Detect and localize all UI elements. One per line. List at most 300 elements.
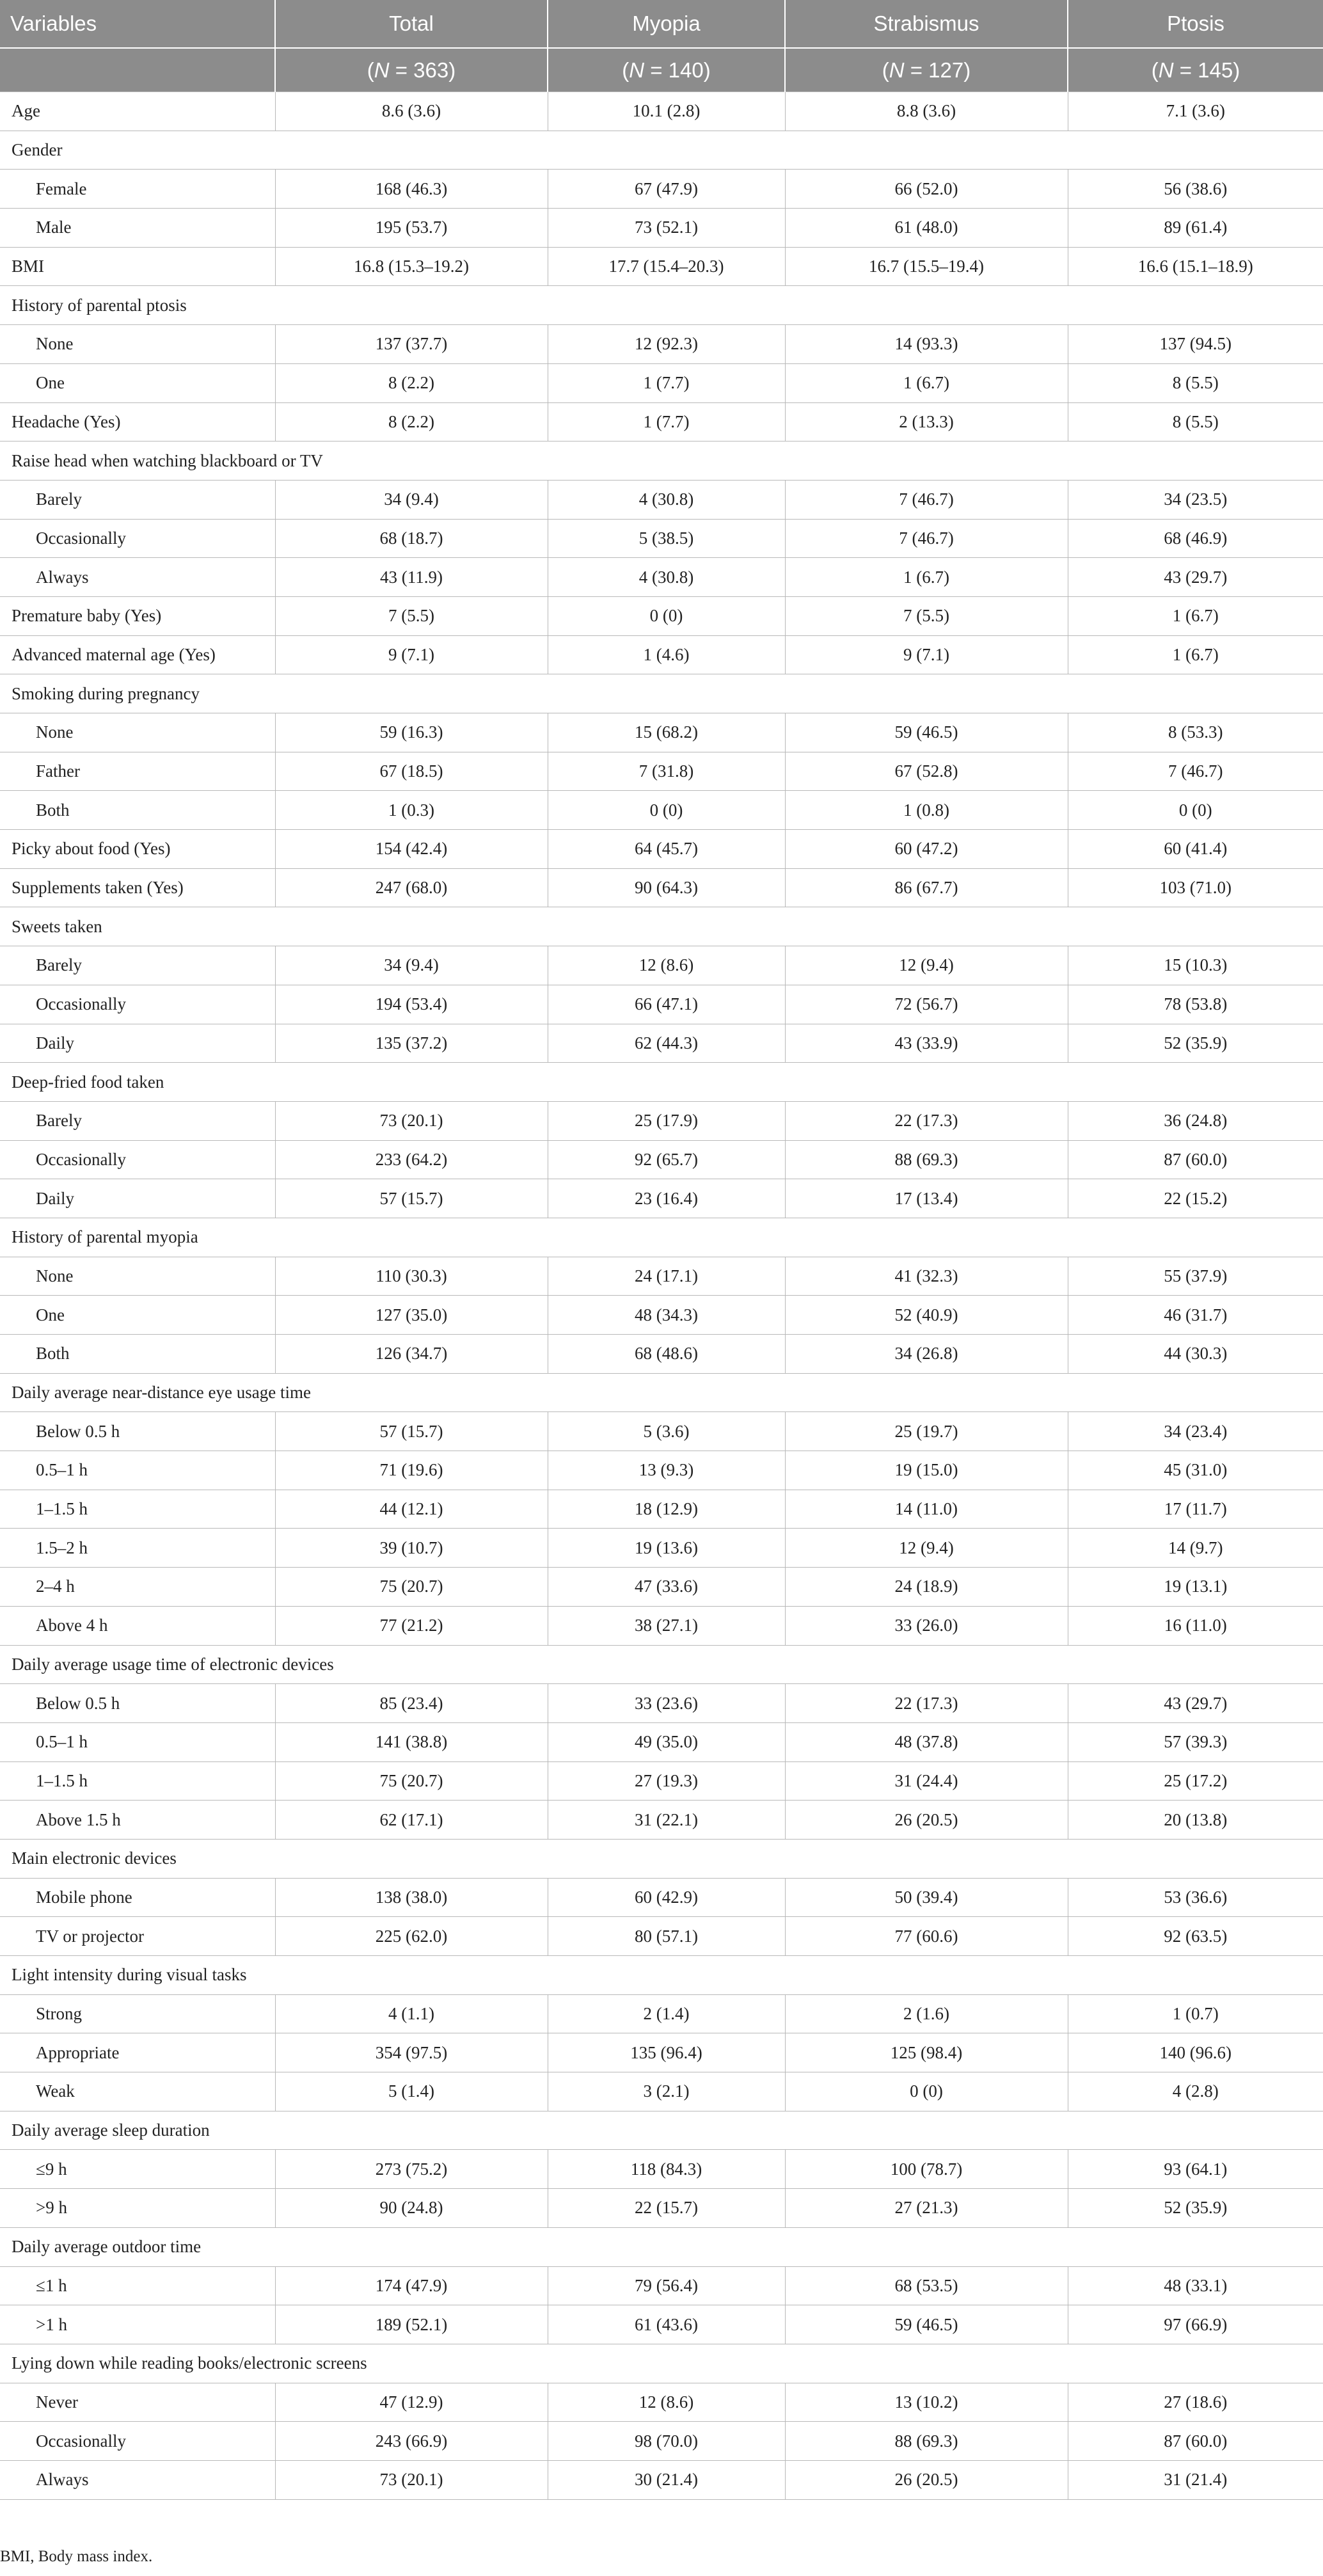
cell-total: 90 (24.8): [275, 2189, 548, 2228]
section-label: Light intensity during visual tasks: [0, 1956, 1323, 1995]
cell-myopia: 12 (8.6): [548, 946, 785, 985]
cell-total: 225 (62.0): [275, 1917, 548, 1956]
table-row: [0, 752, 1323, 791]
cell-strabismus: 88 (69.3): [785, 2422, 1068, 2461]
cell-ptosis: 68 (46.9): [1068, 519, 1323, 558]
cell-myopia: 5 (38.5): [548, 519, 785, 558]
cell-strabismus: 12 (9.4): [785, 946, 1068, 985]
row-label: Father: [0, 752, 275, 791]
cell-myopia: 62 (44.3): [548, 1024, 785, 1063]
cell-myopia: 38 (27.1): [548, 1606, 785, 1645]
section-row: [0, 1373, 1323, 1412]
cell-myopia: 19 (13.6): [548, 1529, 785, 1568]
cell-myopia: 80 (57.1): [548, 1917, 785, 1956]
cell-ptosis: 17 (11.7): [1068, 1490, 1323, 1529]
cell-strabismus: 7 (46.7): [785, 519, 1068, 558]
cell-ptosis: 89 (61.4): [1068, 209, 1323, 248]
cell-myopia: 73 (52.1): [548, 209, 785, 248]
table-row: [0, 1140, 1323, 1179]
cell-total: 168 (46.3): [275, 170, 548, 209]
cell-strabismus: 17 (13.4): [785, 1179, 1068, 1218]
cell-strabismus: 12 (9.4): [785, 1529, 1068, 1568]
cell-myopia: 3 (2.1): [548, 2072, 785, 2111]
row-label: Headache (Yes): [0, 402, 275, 441]
header-row-titles: [0, 0, 1323, 48]
cell-ptosis: 92 (63.5): [1068, 1917, 1323, 1956]
table-row: [0, 1722, 1323, 1761]
cell-myopia: 60 (42.9): [548, 1878, 785, 1917]
header-total: Total: [275, 0, 548, 48]
row-label: >9 h: [0, 2189, 275, 2228]
row-label: Occasionally: [0, 1140, 275, 1179]
cell-strabismus: 68 (53.5): [785, 2266, 1068, 2305]
header-row-sample-sizes: [0, 48, 1323, 92]
cell-ptosis: 7.1 (3.6): [1068, 92, 1323, 131]
cell-ptosis: 55 (37.9): [1068, 1257, 1323, 1296]
row-label: Occasionally: [0, 985, 275, 1024]
cell-strabismus: 2 (1.6): [785, 1994, 1068, 2033]
table-row: [0, 1412, 1323, 1451]
cell-strabismus: 16.7 (15.5–19.4): [785, 247, 1068, 286]
cell-strabismus: 43 (33.9): [785, 1024, 1068, 1063]
n-symbol: N: [374, 58, 390, 82]
cell-strabismus: 125 (98.4): [785, 2033, 1068, 2072]
row-label: Premature baby (Yes): [0, 596, 275, 635]
cell-total: 233 (64.2): [275, 1140, 548, 1179]
row-label: 1.5–2 h: [0, 1529, 275, 1568]
row-label: Barely: [0, 480, 275, 519]
cell-myopia: 33 (23.6): [548, 1684, 785, 1723]
section-label: Daily average near-distance eye usage time: [0, 1373, 1323, 1412]
table-row: [0, 713, 1323, 752]
cell-myopia: 79 (56.4): [548, 2266, 785, 2305]
row-label: Occasionally: [0, 519, 275, 558]
cell-strabismus: 2 (13.3): [785, 402, 1068, 441]
table-row: [0, 946, 1323, 985]
cell-myopia: 0 (0): [548, 596, 785, 635]
header-ptosis: Ptosis: [1068, 0, 1323, 48]
cell-myopia: 22 (15.7): [548, 2189, 785, 2228]
cell-total: 4 (1.1): [275, 1994, 548, 2033]
cell-strabismus: 59 (46.5): [785, 2305, 1068, 2344]
cell-total: 1 (0.3): [275, 791, 548, 830]
table-row: [0, 2422, 1323, 2461]
header-total-n: (N = 363): [275, 48, 548, 92]
table-row: [0, 1529, 1323, 1568]
table-footnote: BMI, Body mass index.: [0, 2548, 153, 2565]
cell-total: 135 (37.2): [275, 1024, 548, 1063]
row-label: >1 h: [0, 2305, 275, 2344]
cell-total: 8.6 (3.6): [275, 92, 548, 131]
cell-ptosis: 60 (41.4): [1068, 830, 1323, 869]
cell-ptosis: 36 (24.8): [1068, 1101, 1323, 1140]
section-label: Sweets taken: [0, 907, 1323, 946]
cell-ptosis: 8 (5.5): [1068, 402, 1323, 441]
table-row: [0, 1490, 1323, 1529]
cell-strabismus: 100 (78.7): [785, 2150, 1068, 2189]
cell-strabismus: 14 (11.0): [785, 1490, 1068, 1529]
cell-strabismus: 77 (60.6): [785, 1917, 1068, 1956]
cell-ptosis: 15 (10.3): [1068, 946, 1323, 985]
cell-strabismus: 27 (21.3): [785, 2189, 1068, 2228]
cell-myopia: 25 (17.9): [548, 1101, 785, 1140]
cell-ptosis: 25 (17.2): [1068, 1761, 1323, 1801]
cell-myopia: 10.1 (2.8): [548, 92, 785, 131]
row-label: Female: [0, 170, 275, 209]
cell-total: 110 (30.3): [275, 1257, 548, 1296]
cell-total: 85 (23.4): [275, 1684, 548, 1723]
section-label: Main electronic devices: [0, 1839, 1323, 1878]
table-row: [0, 325, 1323, 364]
cell-ptosis: 44 (30.3): [1068, 1335, 1323, 1374]
table-row: [0, 2150, 1323, 2189]
cell-total: 138 (38.0): [275, 1878, 548, 1917]
cell-total: 47 (12.9): [275, 2383, 548, 2422]
cell-strabismus: 48 (37.8): [785, 1722, 1068, 1761]
cell-total: 9 (7.1): [275, 635, 548, 674]
cell-total: 67 (18.5): [275, 752, 548, 791]
cell-myopia: 17.7 (15.4–20.3): [548, 247, 785, 286]
cell-myopia: 1 (4.6): [548, 635, 785, 674]
cell-ptosis: 52 (35.9): [1068, 1024, 1323, 1063]
cell-total: 127 (35.0): [275, 1296, 548, 1335]
cell-myopia: 67 (47.9): [548, 170, 785, 209]
table-row: [0, 2072, 1323, 2111]
header-myopia: Myopia: [548, 0, 785, 48]
cell-strabismus: 34 (26.8): [785, 1335, 1068, 1374]
cell-strabismus: 26 (20.5): [785, 2460, 1068, 2499]
cell-ptosis: 34 (23.4): [1068, 1412, 1323, 1451]
cell-strabismus: 31 (24.4): [785, 1761, 1068, 1801]
cell-strabismus: 14 (93.3): [785, 325, 1068, 364]
cell-total: 57 (15.7): [275, 1412, 548, 1451]
section-row: [0, 2111, 1323, 2150]
row-label: None: [0, 1257, 275, 1296]
table-row: [0, 170, 1323, 209]
cell-strabismus: 13 (10.2): [785, 2383, 1068, 2422]
cell-strabismus: 24 (18.9): [785, 1568, 1068, 1607]
row-label: Occasionally: [0, 2422, 275, 2461]
cell-strabismus: 22 (17.3): [785, 1684, 1068, 1723]
cell-strabismus: 61 (48.0): [785, 209, 1068, 248]
cell-strabismus: 66 (52.0): [785, 170, 1068, 209]
cell-ptosis: 52 (35.9): [1068, 2189, 1323, 2228]
cell-myopia: 15 (68.2): [548, 713, 785, 752]
row-label: Supplements taken (Yes): [0, 868, 275, 907]
cell-ptosis: 1 (6.7): [1068, 635, 1323, 674]
row-label: 2–4 h: [0, 1568, 275, 1607]
cell-ptosis: 27 (18.6): [1068, 2383, 1323, 2422]
section-row: [0, 286, 1323, 325]
cell-total: 71 (19.6): [275, 1451, 548, 1490]
cell-total: 68 (18.7): [275, 519, 548, 558]
cell-myopia: 13 (9.3): [548, 1451, 785, 1490]
table-row: [0, 1568, 1323, 1607]
row-label: 1–1.5 h: [0, 1761, 275, 1801]
section-label: Daily average outdoor time: [0, 2227, 1323, 2266]
cell-total: 8 (2.2): [275, 363, 548, 402]
cell-strabismus: 25 (19.7): [785, 1412, 1068, 1451]
row-label: Always: [0, 2460, 275, 2499]
section-row: [0, 2227, 1323, 2266]
section-label: Raise head when watching blackboard or TV: [0, 441, 1323, 481]
cell-myopia: 23 (16.4): [548, 1179, 785, 1218]
table-row: [0, 1761, 1323, 1801]
table-row: [0, 2383, 1323, 2422]
cell-total: 195 (53.7): [275, 209, 548, 248]
n-value: = 363): [389, 58, 456, 82]
cell-myopia: 4 (30.8): [548, 558, 785, 597]
row-label: Barely: [0, 1101, 275, 1140]
table-row: [0, 1994, 1323, 2033]
table-row: [0, 1296, 1323, 1335]
cell-myopia: 1 (7.7): [548, 363, 785, 402]
cell-ptosis: 1 (6.7): [1068, 596, 1323, 635]
cell-myopia: 27 (19.3): [548, 1761, 785, 1801]
cell-myopia: 118 (84.3): [548, 2150, 785, 2189]
cell-ptosis: 4 (2.8): [1068, 2072, 1323, 2111]
row-label: None: [0, 325, 275, 364]
section-label: Daily average sleep duration: [0, 2111, 1323, 2150]
cell-strabismus: 59 (46.5): [785, 713, 1068, 752]
table-row: [0, 1684, 1323, 1723]
cell-strabismus: 8.8 (3.6): [785, 92, 1068, 131]
row-label: Never: [0, 2383, 275, 2422]
row-label: Weak: [0, 2072, 275, 2111]
cell-total: 354 (97.5): [275, 2033, 548, 2072]
cell-strabismus: 7 (46.7): [785, 480, 1068, 519]
cell-strabismus: 72 (56.7): [785, 985, 1068, 1024]
cell-ptosis: 57 (39.3): [1068, 1722, 1323, 1761]
cell-ptosis: 14 (9.7): [1068, 1529, 1323, 1568]
cell-ptosis: 16 (11.0): [1068, 1606, 1323, 1645]
cell-myopia: 30 (21.4): [548, 2460, 785, 2499]
section-row: [0, 674, 1323, 713]
cell-total: 174 (47.9): [275, 2266, 548, 2305]
table-body: [0, 92, 1323, 2500]
table-row: [0, 2305, 1323, 2344]
cell-total: 189 (52.1): [275, 2305, 548, 2344]
cell-ptosis: 93 (64.1): [1068, 2150, 1323, 2189]
row-label: Strong: [0, 1994, 275, 2033]
cell-myopia: 1 (7.7): [548, 402, 785, 441]
cell-total: 75 (20.7): [275, 1761, 548, 1801]
cell-total: 59 (16.3): [275, 713, 548, 752]
cell-ptosis: 137 (94.5): [1068, 325, 1323, 364]
cell-myopia: 61 (43.6): [548, 2305, 785, 2344]
table-row: [0, 480, 1323, 519]
cell-myopia: 24 (17.1): [548, 1257, 785, 1296]
row-label: Picky about food (Yes): [0, 830, 275, 869]
cell-ptosis: 8 (53.3): [1068, 713, 1323, 752]
row-label: 0.5–1 h: [0, 1451, 275, 1490]
cell-total: 34 (9.4): [275, 480, 548, 519]
table-row: [0, 209, 1323, 248]
header-strabismus: Strabismus: [785, 0, 1068, 48]
cell-total: 73 (20.1): [275, 1101, 548, 1140]
row-label: Above 4 h: [0, 1606, 275, 1645]
section-label: Smoking during pregnancy: [0, 674, 1323, 713]
section-row: [0, 131, 1323, 170]
cell-ptosis: 140 (96.6): [1068, 2033, 1323, 2072]
table-row: [0, 1878, 1323, 1917]
table-row: [0, 1917, 1323, 1956]
cell-ptosis: 20 (13.8): [1068, 1801, 1323, 1840]
cell-ptosis: 46 (31.7): [1068, 1296, 1323, 1335]
cell-strabismus: 88 (69.3): [785, 1140, 1068, 1179]
cell-ptosis: 53 (36.6): [1068, 1878, 1323, 1917]
header-ptosis-n: (N = 145): [1068, 48, 1323, 92]
cell-myopia: 5 (3.6): [548, 1412, 785, 1451]
cell-total: 243 (66.9): [275, 2422, 548, 2461]
cell-ptosis: 19 (13.1): [1068, 1568, 1323, 1607]
cell-ptosis: 56 (38.6): [1068, 170, 1323, 209]
cell-myopia: 47 (33.6): [548, 1568, 785, 1607]
cell-myopia: 12 (92.3): [548, 325, 785, 364]
cell-total: 273 (75.2): [275, 2150, 548, 2189]
section-row: [0, 907, 1323, 946]
cell-strabismus: 50 (39.4): [785, 1878, 1068, 1917]
table-row: [0, 363, 1323, 402]
section-label: Deep-fried food taken: [0, 1063, 1323, 1102]
cell-ptosis: 87 (60.0): [1068, 2422, 1323, 2461]
cell-myopia: 135 (96.4): [548, 2033, 785, 2072]
table-row: [0, 868, 1323, 907]
row-label: ≤1 h: [0, 2266, 275, 2305]
row-label: ≤9 h: [0, 2150, 275, 2189]
cell-ptosis: 43 (29.7): [1068, 1684, 1323, 1723]
cell-strabismus: 86 (67.7): [785, 868, 1068, 907]
cell-ptosis: 0 (0): [1068, 791, 1323, 830]
cell-total: 57 (15.7): [275, 1179, 548, 1218]
cell-ptosis: 22 (15.2): [1068, 1179, 1323, 1218]
cell-ptosis: 7 (46.7): [1068, 752, 1323, 791]
cell-ptosis: 97 (66.9): [1068, 2305, 1323, 2344]
n-symbol: N: [1158, 58, 1174, 82]
n-symbol: N: [889, 58, 905, 82]
row-label: Mobile phone: [0, 1878, 275, 1917]
cell-total: 247 (68.0): [275, 868, 548, 907]
header-variables: Variables: [0, 0, 275, 48]
cell-strabismus: 1 (6.7): [785, 363, 1068, 402]
table-row: [0, 92, 1323, 131]
cell-myopia: 68 (48.6): [548, 1335, 785, 1374]
cell-myopia: 7 (31.8): [548, 752, 785, 791]
row-label: Advanced maternal age (Yes): [0, 635, 275, 674]
row-label: Daily: [0, 1179, 275, 1218]
row-label: Age: [0, 92, 275, 131]
row-label: Below 0.5 h: [0, 1412, 275, 1451]
row-label: TV or projector: [0, 1917, 275, 1956]
n-value: = 145): [1173, 58, 1240, 82]
cell-strabismus: 1 (6.7): [785, 558, 1068, 597]
section-label: History of parental myopia: [0, 1218, 1323, 1257]
section-row: [0, 2344, 1323, 2383]
table-row: [0, 558, 1323, 597]
cell-total: 126 (34.7): [275, 1335, 548, 1374]
cell-total: 43 (11.9): [275, 558, 548, 597]
section-label: Gender: [0, 131, 1323, 170]
cell-total: 8 (2.2): [275, 402, 548, 441]
cell-total: 16.8 (15.3–19.2): [275, 247, 548, 286]
section-row: [0, 1218, 1323, 1257]
cell-ptosis: 34 (23.5): [1068, 480, 1323, 519]
section-row: [0, 441, 1323, 481]
table-row: [0, 519, 1323, 558]
cell-ptosis: 43 (29.7): [1068, 558, 1323, 597]
cell-total: 77 (21.2): [275, 1606, 548, 1645]
cell-myopia: 92 (65.7): [548, 1140, 785, 1179]
cell-strabismus: 9 (7.1): [785, 635, 1068, 674]
cell-total: 141 (38.8): [275, 1722, 548, 1761]
table-row: [0, 247, 1323, 286]
cell-strabismus: 67 (52.8): [785, 752, 1068, 791]
cell-ptosis: 103 (71.0): [1068, 868, 1323, 907]
section-row: [0, 1063, 1323, 1102]
cell-ptosis: 45 (31.0): [1068, 1451, 1323, 1490]
row-label: 0.5–1 h: [0, 1722, 275, 1761]
table-row: [0, 402, 1323, 441]
table-row: [0, 635, 1323, 674]
cell-ptosis: 87 (60.0): [1068, 1140, 1323, 1179]
table-row: [0, 985, 1323, 1024]
row-label: One: [0, 363, 275, 402]
cell-total: 7 (5.5): [275, 596, 548, 635]
cell-myopia: 4 (30.8): [548, 480, 785, 519]
row-label: Male: [0, 209, 275, 248]
section-row: [0, 1956, 1323, 1995]
table-row: [0, 1335, 1323, 1374]
table-row: [0, 2189, 1323, 2228]
cell-strabismus: 41 (32.3): [785, 1257, 1068, 1296]
table-row: [0, 1257, 1323, 1296]
cell-myopia: 64 (45.7): [548, 830, 785, 869]
cell-strabismus: 22 (17.3): [785, 1101, 1068, 1140]
cell-total: 73 (20.1): [275, 2460, 548, 2499]
header-empty: [0, 48, 275, 92]
table-row: [0, 596, 1323, 635]
table-row: [0, 1101, 1323, 1140]
cell-myopia: 31 (22.1): [548, 1801, 785, 1840]
table-row: [0, 2033, 1323, 2072]
table-row: [0, 1451, 1323, 1490]
cell-myopia: 2 (1.4): [548, 1994, 785, 2033]
n-value: = 140): [644, 58, 711, 82]
row-label: Barely: [0, 946, 275, 985]
section-label: History of parental ptosis: [0, 286, 1323, 325]
cell-total: 154 (42.4): [275, 830, 548, 869]
cell-total: 34 (9.4): [275, 946, 548, 985]
row-label: 1–1.5 h: [0, 1490, 275, 1529]
cell-strabismus: 0 (0): [785, 2072, 1068, 2111]
table-header: [0, 0, 1323, 92]
cell-myopia: 98 (70.0): [548, 2422, 785, 2461]
table-row: [0, 2266, 1323, 2305]
cell-total: 39 (10.7): [275, 1529, 548, 1568]
cell-strabismus: 52 (40.9): [785, 1296, 1068, 1335]
cell-total: 75 (20.7): [275, 1568, 548, 1607]
table-row: [0, 2460, 1323, 2499]
n-symbol: N: [629, 58, 645, 82]
cell-total: 62 (17.1): [275, 1801, 548, 1840]
cell-myopia: 0 (0): [548, 791, 785, 830]
row-label: Daily: [0, 1024, 275, 1063]
row-label: Appropriate: [0, 2033, 275, 2072]
cell-ptosis: 16.6 (15.1–18.9): [1068, 247, 1323, 286]
cell-ptosis: 8 (5.5): [1068, 363, 1323, 402]
cell-myopia: 18 (12.9): [548, 1490, 785, 1529]
n-value: = 127): [904, 58, 971, 82]
